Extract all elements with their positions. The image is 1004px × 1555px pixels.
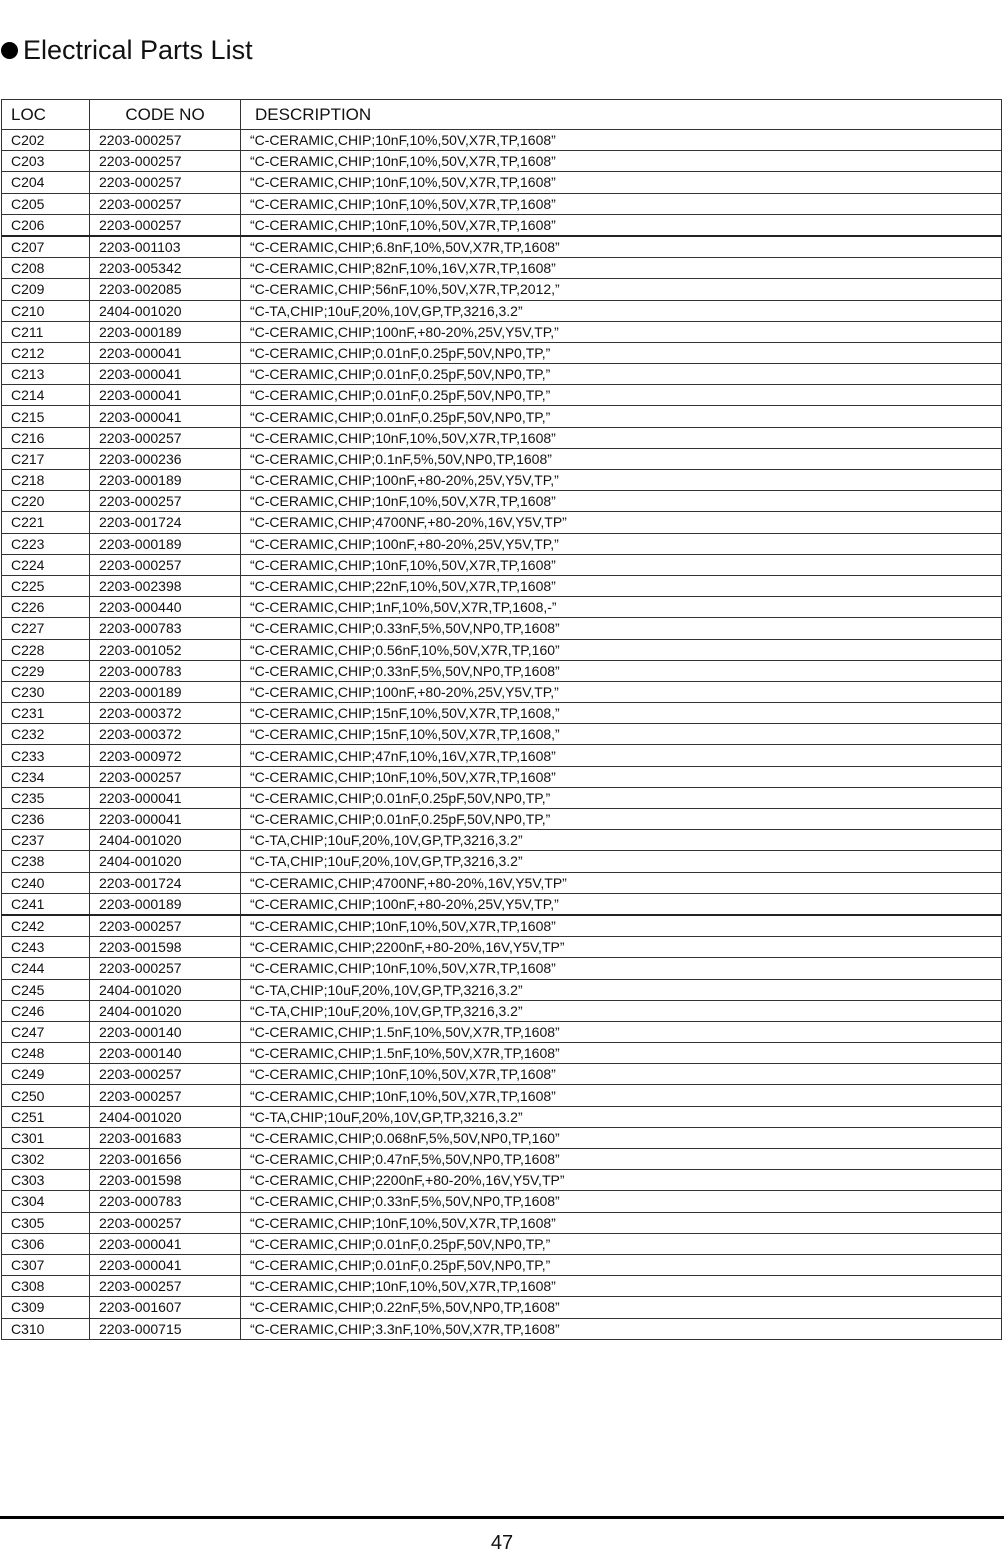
cell-loc: C205 [2, 193, 90, 214]
cell-code: 2404-001020 [90, 851, 241, 872]
cell-loc: C233 [2, 745, 90, 766]
cell-code: 2203-000783 [90, 1191, 241, 1212]
cell-description: “C-CERAMIC,CHIP;10nF,10%,50V,X7R,TP,1608” [241, 427, 1002, 448]
cell-description: “C-CERAMIC,CHIP;0.01nF,0.25pF,50V,NP0,TP,” [241, 342, 1002, 363]
cell-loc: C214 [2, 385, 90, 406]
cell-code: 2203-000189 [90, 533, 241, 554]
column-header-code: CODE NO [90, 100, 241, 130]
table-row [2, 193, 1002, 214]
cell-loc: C247 [2, 1021, 90, 1042]
cell-loc: C212 [2, 342, 90, 363]
cell-code: 2203-000372 [90, 703, 241, 724]
cell-loc: C240 [2, 872, 90, 893]
cell-code: 2203-001656 [90, 1149, 241, 1170]
cell-loc: C305 [2, 1212, 90, 1233]
table-row [2, 766, 1002, 787]
table-row [2, 851, 1002, 872]
table-row [2, 872, 1002, 893]
cell-code: 2203-000041 [90, 406, 241, 427]
page-number: 47 [490, 1532, 514, 1554]
cell-code: 2203-000372 [90, 724, 241, 745]
cell-loc: C232 [2, 724, 90, 745]
cell-description: “C-CERAMIC,CHIP;0.01nF,0.25pF,50V,NP0,TP,” [241, 364, 1002, 385]
cell-description: “C-CERAMIC,CHIP;0.01nF,0.25pF,50V,NP0,TP,” [241, 1233, 1002, 1254]
cell-loc: C310 [2, 1318, 90, 1339]
table-row [2, 321, 1002, 342]
table-row [2, 979, 1002, 1000]
table-row [2, 385, 1002, 406]
cell-loc: C208 [2, 258, 90, 279]
table-row [2, 1276, 1002, 1297]
table-header-row [2, 100, 1002, 130]
parts-table [1, 99, 1002, 1340]
cell-code: 2203-000972 [90, 745, 241, 766]
cell-code: 2203-000257 [90, 554, 241, 575]
table-row [2, 915, 1002, 937]
table-row [2, 830, 1002, 851]
cell-code: 2404-001020 [90, 1000, 241, 1021]
cell-description: “C-CERAMIC,CHIP;0.01nF,0.25pF,50V,NP0,TP,” [241, 385, 1002, 406]
table-row [2, 427, 1002, 448]
cell-loc: C234 [2, 766, 90, 787]
cell-code: 2203-000257 [90, 1212, 241, 1233]
cell-description: “C-CERAMIC,CHIP;10nF,10%,50V,X7R,TP,1608” [241, 193, 1002, 214]
cell-loc: C228 [2, 639, 90, 660]
cell-code: 2203-000236 [90, 448, 241, 469]
cell-loc: C306 [2, 1233, 90, 1254]
cell-code: 2203-000041 [90, 342, 241, 363]
cell-description: “C-CERAMIC,CHIP;0.33nF,5%,50V,NP0,TP,1608” [241, 1191, 1002, 1212]
table-row [2, 1318, 1002, 1339]
cell-code: 2203-000041 [90, 809, 241, 830]
table-row [2, 1170, 1002, 1191]
cell-loc: C245 [2, 979, 90, 1000]
cell-description: “C-CERAMIC,CHIP;10nF,10%,50V,X7R,TP,1608” [241, 1085, 1002, 1106]
cell-loc: C231 [2, 703, 90, 724]
cell-loc: C238 [2, 851, 90, 872]
cell-code: 2203-000257 [90, 1276, 241, 1297]
cell-loc: C224 [2, 554, 90, 575]
cell-description: “C-CERAMIC,CHIP;47nF,10%,16V,X7R,TP,1608” [241, 745, 1002, 766]
table-row [2, 681, 1002, 702]
table-row [2, 1021, 1002, 1042]
cell-loc: C309 [2, 1297, 90, 1318]
table-row [2, 958, 1002, 979]
cell-description: “C-CERAMIC,CHIP;15nF,10%,50V,X7R,TP,1608,” [241, 724, 1002, 745]
cell-code: 2203-001598 [90, 1170, 241, 1191]
cell-code: 2203-000440 [90, 597, 241, 618]
page-title [0, 33, 253, 67]
cell-loc: C301 [2, 1127, 90, 1148]
bullet-icon [1, 42, 18, 59]
cell-description: “C-CERAMIC,CHIP;1nF,10%,50V,X7R,TP,1608,-” [241, 597, 1002, 618]
cell-description: “C-CERAMIC,CHIP;15nF,10%,50V,X7R,TP,1608,” [241, 703, 1002, 724]
table-row [2, 130, 1002, 151]
cell-description: “C-CERAMIC,CHIP;0.33nF,5%,50V,NP0,TP,1608” [241, 660, 1002, 681]
cell-description: “C-CERAMIC,CHIP;0.01nF,0.25pF,50V,NP0,TP,” [241, 787, 1002, 808]
cell-description: “C-CERAMIC,CHIP;56nF,10%,50V,X7R,TP,2012,” [241, 279, 1002, 300]
cell-description: “C-TA,CHIP;10uF,20%,10V,GP,TP,3216,3.2” [241, 1000, 1002, 1021]
table-row [2, 1085, 1002, 1106]
cell-code: 2203-000257 [90, 1085, 241, 1106]
cell-loc: C223 [2, 533, 90, 554]
table-row [2, 364, 1002, 385]
cell-code: 2203-000257 [90, 958, 241, 979]
cell-code: 2203-000041 [90, 385, 241, 406]
cell-loc: C251 [2, 1106, 90, 1127]
cell-code: 2203-002398 [90, 575, 241, 596]
cell-loc: C203 [2, 151, 90, 172]
cell-description: “C-CERAMIC,CHIP;10nF,10%,50V,X7R,TP,1608” [241, 1064, 1002, 1085]
cell-description: “C-TA,CHIP;10uF,20%,10V,GP,TP,3216,3.2” [241, 830, 1002, 851]
cell-loc: C229 [2, 660, 90, 681]
column-header-loc: LOC [2, 100, 90, 130]
cell-code: 2203-000257 [90, 766, 241, 787]
table-row [2, 575, 1002, 596]
table-row [2, 597, 1002, 618]
cell-description: “C-CERAMIC,CHIP;0.1nF,5%,50V,NP0,TP,1608” [241, 448, 1002, 469]
cell-code: 2203-000041 [90, 787, 241, 808]
cell-description: “C-CERAMIC,CHIP;10nF,10%,50V,X7R,TP,1608” [241, 554, 1002, 575]
cell-description: “C-CERAMIC,CHIP;10nF,10%,50V,X7R,TP,1608” [241, 1276, 1002, 1297]
cell-code: 2203-000257 [90, 491, 241, 512]
cell-code: 2404-001020 [90, 300, 241, 321]
cell-code: 2203-001598 [90, 937, 241, 958]
table-row [2, 258, 1002, 279]
table-row [2, 554, 1002, 575]
cell-code: 2203-000257 [90, 130, 241, 151]
cell-code: 2203-000783 [90, 618, 241, 639]
cell-loc: C217 [2, 448, 90, 469]
cell-code: 2203-000257 [90, 915, 241, 937]
table-row [2, 1297, 1002, 1318]
cell-loc: C237 [2, 830, 90, 851]
cell-description: “C-CERAMIC,CHIP;82nF,10%,16V,X7R,TP,1608” [241, 258, 1002, 279]
cell-loc: C226 [2, 597, 90, 618]
table-row [2, 1233, 1002, 1254]
table-row [2, 618, 1002, 639]
cell-code: 2203-000257 [90, 214, 241, 236]
page-title-text: Electrical Parts List [23, 35, 253, 65]
table-row [2, 214, 1002, 236]
table-row [2, 342, 1002, 363]
cell-loc: C302 [2, 1149, 90, 1170]
table-row [2, 533, 1002, 554]
cell-description: “C-CERAMIC,CHIP;10nF,10%,50V,X7R,TP,1608” [241, 491, 1002, 512]
cell-description: “C-CERAMIC,CHIP;0.33nF,5%,50V,NP0,TP,1608” [241, 618, 1002, 639]
cell-loc: C230 [2, 681, 90, 702]
table-row [2, 151, 1002, 172]
cell-loc: C307 [2, 1254, 90, 1275]
table-row [2, 745, 1002, 766]
table-row [2, 1000, 1002, 1021]
cell-description: “C-CERAMIC,CHIP;4700NF,+80-20%,16V,Y5V,TP” [241, 512, 1002, 533]
cell-loc: C213 [2, 364, 90, 385]
cell-code: 2203-000257 [90, 1064, 241, 1085]
cell-code: 2203-001724 [90, 512, 241, 533]
cell-loc: C308 [2, 1276, 90, 1297]
cell-description: “C-CERAMIC,CHIP;100nF,+80-20%,25V,Y5V,TP,” [241, 533, 1002, 554]
cell-code: 2203-000041 [90, 364, 241, 385]
cell-description: “C-TA,CHIP;10uF,20%,10V,GP,TP,3216,3.2” [241, 300, 1002, 321]
cell-description: “C-CERAMIC,CHIP;0.01nF,0.25pF,50V,NP0,TP,” [241, 1254, 1002, 1275]
cell-loc: C236 [2, 809, 90, 830]
table-row [2, 893, 1002, 915]
cell-description: “C-CERAMIC,CHIP;22nF,10%,50V,X7R,TP,1608” [241, 575, 1002, 596]
cell-description: “C-CERAMIC,CHIP;10nF,10%,50V,X7R,TP,1608” [241, 1212, 1002, 1233]
cell-code: 2203-000257 [90, 172, 241, 193]
cell-code: 2203-000189 [90, 681, 241, 702]
cell-description: “C-CERAMIC,CHIP;0.22nF,5%,50V,NP0,TP,1608” [241, 1297, 1002, 1318]
cell-description: “C-CERAMIC,CHIP;100nF,+80-20%,25V,Y5V,TP,” [241, 893, 1002, 915]
cell-code: 2203-005342 [90, 258, 241, 279]
cell-description: “C-CERAMIC,CHIP;1.5nF,10%,50V,X7R,TP,1608” [241, 1021, 1002, 1042]
table-row [2, 300, 1002, 321]
table-row [2, 279, 1002, 300]
cell-description: “C-CERAMIC,CHIP;0.47nF,5%,50V,NP0,TP,1608” [241, 1149, 1002, 1170]
cell-code: 2203-000257 [90, 193, 241, 214]
cell-description: “C-CERAMIC,CHIP;0.01nF,0.25pF,50V,NP0,TP,” [241, 406, 1002, 427]
cell-code: 2203-000041 [90, 1254, 241, 1275]
table-row [2, 1212, 1002, 1233]
cell-loc: C303 [2, 1170, 90, 1191]
cell-code: 2203-001103 [90, 236, 241, 258]
table-row [2, 236, 1002, 258]
footer-divider [0, 1516, 1004, 1519]
table-row [2, 1106, 1002, 1127]
cell-loc: C209 [2, 279, 90, 300]
cell-description: “C-CERAMIC,CHIP;2200nF,+80-20%,16V,Y5V,TP” [241, 937, 1002, 958]
cell-code: 2404-001020 [90, 979, 241, 1000]
cell-code: 2203-000783 [90, 660, 241, 681]
table-row [2, 639, 1002, 660]
table-row [2, 809, 1002, 830]
cell-loc: C304 [2, 1191, 90, 1212]
table-row [2, 512, 1002, 533]
cell-description: “C-CERAMIC,CHIP;1.5nF,10%,50V,X7R,TP,1608” [241, 1043, 1002, 1064]
cell-code: 2203-002085 [90, 279, 241, 300]
cell-loc: C215 [2, 406, 90, 427]
table-row [2, 1254, 1002, 1275]
cell-code: 2203-000257 [90, 427, 241, 448]
cell-loc: C204 [2, 172, 90, 193]
cell-description: “C-CERAMIC,CHIP;0.56nF,10%,50V,X7R,TP,160” [241, 639, 1002, 660]
cell-code: 2203-000189 [90, 321, 241, 342]
cell-description: “C-TA,CHIP;10uF,20%,10V,GP,TP,3216,3.2” [241, 979, 1002, 1000]
cell-description: “C-CERAMIC,CHIP;4700NF,+80-20%,16V,Y5V,TP” [241, 872, 1002, 893]
cell-code: 2203-001683 [90, 1127, 241, 1148]
cell-loc: C241 [2, 893, 90, 915]
cell-description: “C-CERAMIC,CHIP;2200nF,+80-20%,16V,Y5V,TP” [241, 1170, 1002, 1191]
cell-description: “C-CERAMIC,CHIP;6.8nF,10%,50V,X7R,TP,1608” [241, 236, 1002, 258]
table-row [2, 491, 1002, 512]
cell-loc: C235 [2, 787, 90, 808]
cell-loc: C250 [2, 1085, 90, 1106]
cell-code: 2203-001724 [90, 872, 241, 893]
table-row [2, 448, 1002, 469]
cell-description: “C-CERAMIC,CHIP;10nF,10%,50V,X7R,TP,1608” [241, 915, 1002, 937]
cell-code: 2203-001052 [90, 639, 241, 660]
cell-description: “C-CERAMIC,CHIP;10nF,10%,50V,X7R,TP,1608” [241, 766, 1002, 787]
cell-code: 2404-001020 [90, 1106, 241, 1127]
cell-description: “C-CERAMIC,CHIP;10nF,10%,50V,X7R,TP,1608” [241, 130, 1002, 151]
cell-code: 2203-000140 [90, 1021, 241, 1042]
cell-loc: C207 [2, 236, 90, 258]
cell-description: “C-CERAMIC,CHIP;3.3nF,10%,50V,X7R,TP,1608” [241, 1318, 1002, 1339]
cell-description: “C-TA,CHIP;10uF,20%,10V,GP,TP,3216,3.2” [241, 851, 1002, 872]
cell-loc: C242 [2, 915, 90, 937]
cell-description: “C-CERAMIC,CHIP;10nF,10%,50V,X7R,TP,1608” [241, 151, 1002, 172]
cell-code: 2203-000041 [90, 1233, 241, 1254]
cell-description: “C-TA,CHIP;10uF,20%,10V,GP,TP,3216,3.2” [241, 1106, 1002, 1127]
table-row [2, 787, 1002, 808]
cell-loc: C221 [2, 512, 90, 533]
cell-code: 2404-001020 [90, 830, 241, 851]
table-row [2, 1149, 1002, 1170]
cell-loc: C249 [2, 1064, 90, 1085]
table-row [2, 1043, 1002, 1064]
cell-description: “C-CERAMIC,CHIP;10nF,10%,50V,X7R,TP,1608” [241, 172, 1002, 193]
cell-code: 2203-000715 [90, 1318, 241, 1339]
cell-code: 2203-000189 [90, 893, 241, 915]
table-row [2, 470, 1002, 491]
cell-loc: C248 [2, 1043, 90, 1064]
cell-description: “C-CERAMIC,CHIP;0.068nF,5%,50V,NP0,TP,160” [241, 1127, 1002, 1148]
cell-loc: C210 [2, 300, 90, 321]
table-row [2, 406, 1002, 427]
cell-code: 2203-001607 [90, 1297, 241, 1318]
table-row [2, 1191, 1002, 1212]
cell-loc: C246 [2, 1000, 90, 1021]
cell-loc: C220 [2, 491, 90, 512]
cell-loc: C244 [2, 958, 90, 979]
cell-code: 2203-000257 [90, 151, 241, 172]
table-row [2, 937, 1002, 958]
cell-description: “C-CERAMIC,CHIP;100nF,+80-20%,25V,Y5V,TP,” [241, 681, 1002, 702]
cell-loc: C243 [2, 937, 90, 958]
cell-description: “C-CERAMIC,CHIP;10nF,10%,50V,X7R,TP,1608” [241, 214, 1002, 236]
table-row [2, 703, 1002, 724]
cell-loc: C206 [2, 214, 90, 236]
cell-loc: C225 [2, 575, 90, 596]
cell-loc: C211 [2, 321, 90, 342]
cell-loc: C216 [2, 427, 90, 448]
cell-code: 2203-000140 [90, 1043, 241, 1064]
cell-code: 2203-000189 [90, 470, 241, 491]
cell-description: “C-CERAMIC,CHIP;100nF,+80-20%,25V,Y5V,TP,” [241, 470, 1002, 491]
cell-description: “C-CERAMIC,CHIP;10nF,10%,50V,X7R,TP,1608” [241, 958, 1002, 979]
table-row [2, 1127, 1002, 1148]
table-row [2, 724, 1002, 745]
cell-description: “C-CERAMIC,CHIP;100nF,+80-20%,25V,Y5V,TP,” [241, 321, 1002, 342]
table-row [2, 660, 1002, 681]
cell-loc: C202 [2, 130, 90, 151]
table-row [2, 1064, 1002, 1085]
cell-description: “C-CERAMIC,CHIP;0.01nF,0.25pF,50V,NP0,TP,” [241, 809, 1002, 830]
table-row [2, 172, 1002, 193]
column-header-description: DESCRIPTION [241, 100, 1002, 130]
cell-loc: C218 [2, 470, 90, 491]
cell-loc: C227 [2, 618, 90, 639]
